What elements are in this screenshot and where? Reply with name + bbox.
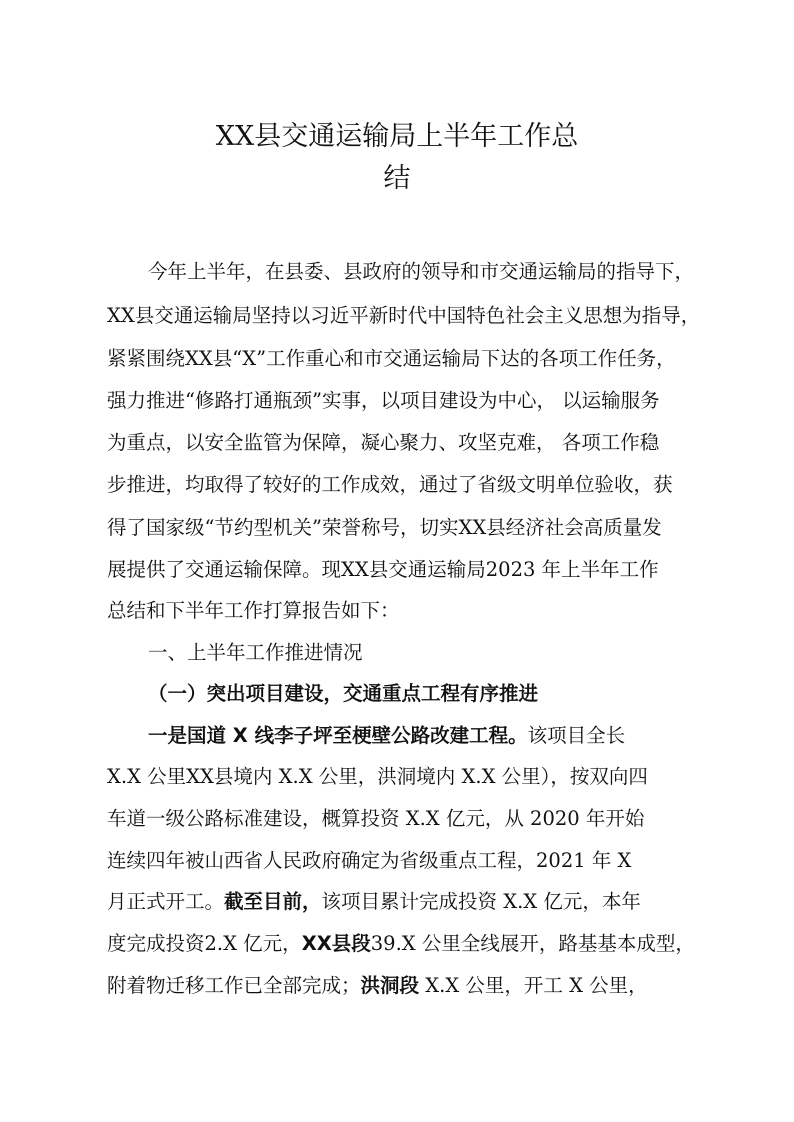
intro-line: 为重点，以安全监管为保障，凝心聚力、攻坚克难， 各项工作稳 [107,431,660,454]
subsection-heading: （一）突出项目建设，交通重点工程有序推进 [148,682,539,705]
text-run: 月正式开工。 [107,890,225,913]
text-run: 该项目累计完成投资 X.X 亿元，本年 [321,890,641,913]
intro-line: 今年上半年，在县委、县政府的领导和市交通运输局的指导下， [148,260,695,283]
document-title-line-2: 结 [383,163,411,194]
section-heading: 一、上半年工作推进情况 [148,641,363,664]
intro-line: 紧紧围绕XX县“X”工作重心和市交通运输局下达的各项工作任务， [107,347,676,370]
paragraph-line: 车道一级公路标准建设，概算投资 X.X 亿元，从 2020 年开始 [107,807,645,830]
bold-text: 洪洞段 [360,974,420,997]
bold-text: 截至目前， [224,890,322,913]
text-run: X.X 公里，开工 X 公里， [419,974,648,997]
text-run: 度完成投资2.X 亿元， [107,932,302,955]
project-lead: 一是国道 X 线李子坪至梗壁公路改建工程。 [148,724,528,747]
text-run: 该项目全长 [527,724,626,747]
intro-line: 步推进，均取得了较好的工作成效，通过了省级文明单位验收，获 [107,473,673,496]
paragraph-line [148,723,625,749]
intro-line: 展提供了交通运输保障。现XX县交通运输局2023 年上半年工作 [107,558,659,581]
intro-line: XX县交通运输局坚持以习近平新时代中国特色社会主义思想为指导， [107,304,701,327]
paragraph-line [107,889,641,915]
intro-line: 总结和下半年工作打算报告如下： [107,599,400,622]
intro-line: 强力推进“修路打通瓶颈”实事，以项目建设为中心， 以运输服务 [107,389,660,412]
paragraph-line: X.X 公里XX县境内 X.X 公里，洪洞境内 X.X 公里），按双向四 [107,765,648,788]
document-title-line-1: XX县交通运输局上半年工作总 [215,121,579,152]
paragraph-line [107,973,648,999]
intro-line: 得了国家级“节约型机关”荣誉称号，切实XX县经济社会高质量发 [107,516,662,539]
bold-text: XX县段 [301,932,371,955]
text-run: 附着物迁移工作已全部完成； [107,974,361,997]
paragraph-line: 连续四年被山西省人民政府确定为省级重点工程，2021 年 X [107,849,632,872]
paragraph-line [107,931,695,957]
text-run: 39.X 公里全线展开，路基基本成型， [370,932,695,955]
